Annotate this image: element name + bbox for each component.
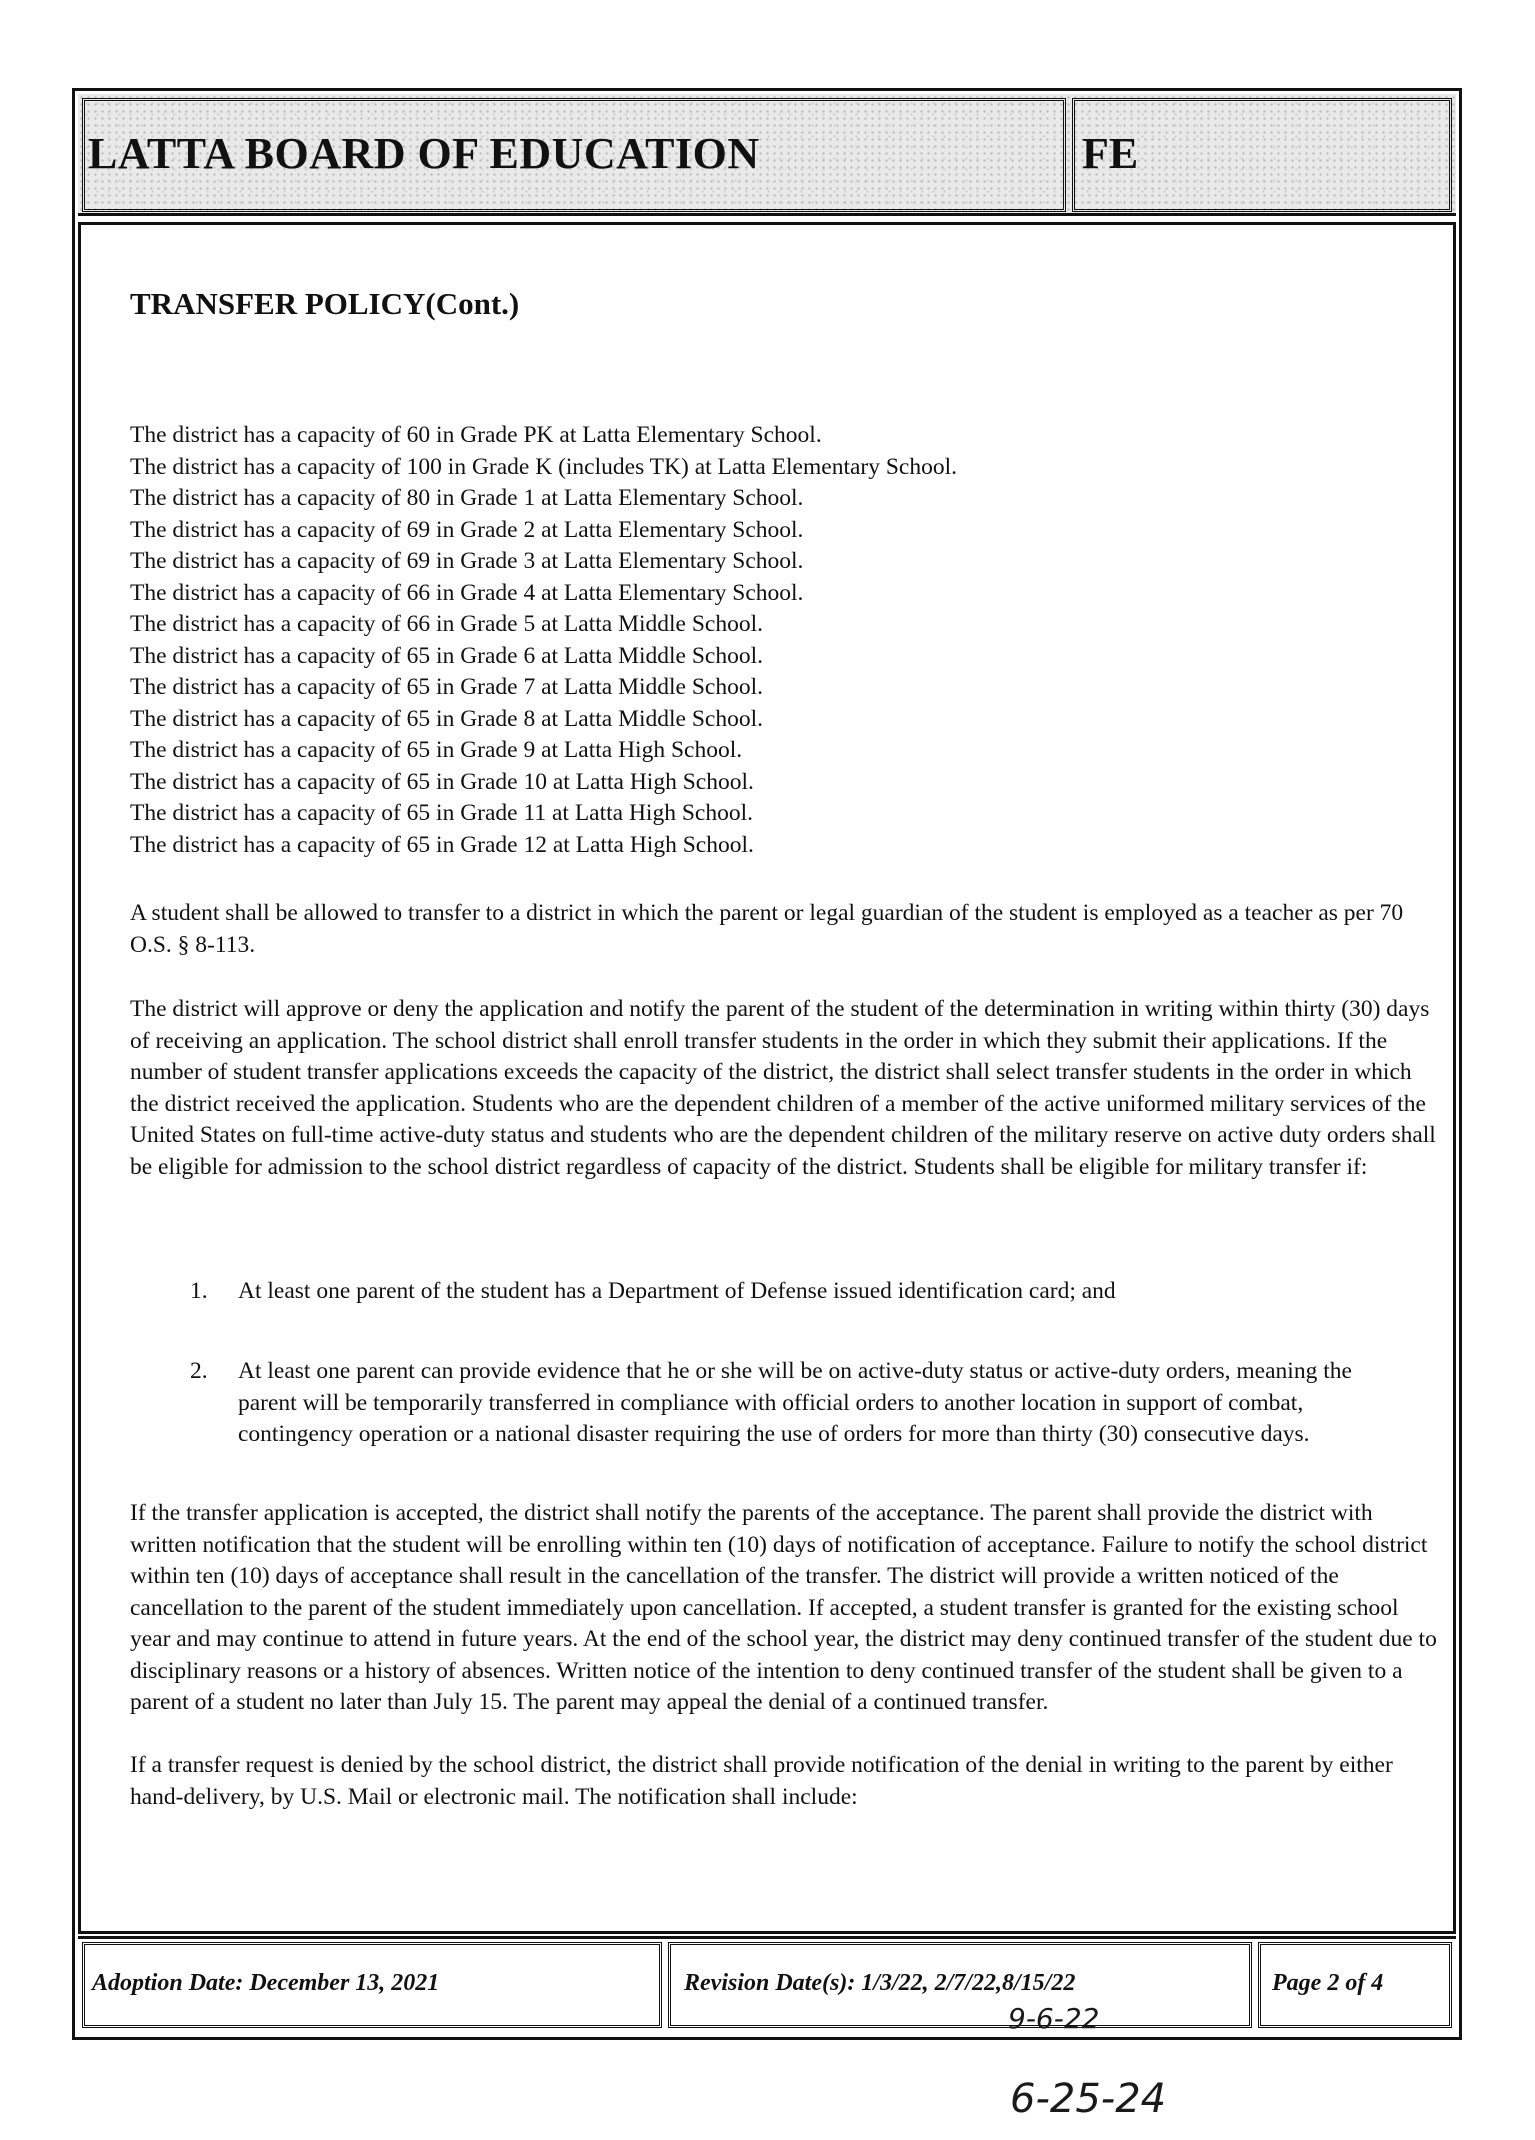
handwritten-date-note: 6-25-24 xyxy=(1010,2076,1167,2122)
capacity-line: The district has a capacity of 66 in Grade 5 at Latta Middle School. xyxy=(130,611,763,637)
capacity-line: The district has a capacity of 65 in Grade 11 at Latta High School. xyxy=(130,800,753,826)
denial-paragraph: If a transfer request is denied by the school district, the district shall provide notification of the denial in writing to the parent by either hand-delivery, by U.S. Mail or electronic mail. The notification shall include: xyxy=(130,1752,1393,1810)
capacity-line: The district has a capacity of 65 in Grade 6 at Latta Middle School. xyxy=(130,642,763,669)
acceptance-paragraph: If the transfer application is accepted, the district shall notify the parents of the acceptance. The parent shall provide the district with written notification that the student will be enrolling within ten (10) days of notification of acceptance. Failure to notify the school district within ten (10) days of acceptance shall result in the cancellation of the transfer. The district will provide a written noticed of the cancellation to the parent of the student immediately upon cancellation. If accepted, a student transfer is granted for the existing school year and may continue to attend in future years. At the end of the school year, the district may deny continued transfer of the student due to disciplinary reasons or a history of absences. Written notice of the intention to deny continued transfer of the student shall be given to a parent of a student no later than July 15. The parent may appeal the denial of a continued transfer. xyxy=(130,1500,1437,1715)
item-number: 1. xyxy=(190,1278,208,1304)
page-number: Page 2 of 4 xyxy=(1272,1970,1384,1996)
policy-code: FE xyxy=(1082,129,1139,178)
capacity-line: The district has a capacity of 65 in Grade 12 at Latta High School. xyxy=(130,831,754,858)
capacity-line: The district has a capacity of 65 in Grade 9 at Latta High School. xyxy=(130,737,743,763)
section-heading: TRANSFER POLICY(Cont.) xyxy=(130,286,520,321)
capacity-line: The district has a capacity of 65 in Grade 8 at Latta Middle School. xyxy=(130,705,763,732)
adoption-date: Adoption Date: December 13, 2021 xyxy=(92,1970,440,1996)
capacity-line: The district has a capacity of 100 in Grade K (includes TK) at Latta Elementary School. xyxy=(130,453,958,480)
capacity-line: The district has a capacity of 60 in Grade PK at Latta Elementary School. xyxy=(130,422,822,448)
capacity-line: The district has a capacity of 65 in Grade 10 at Latta High School. xyxy=(130,768,754,795)
capacity-line: The district has a capacity of 65 in Grade 7 at Latta Middle School. xyxy=(130,674,763,700)
revision-dates: Revision Date(s): 1/3/22, 2/7/22,8/15/22 xyxy=(684,1970,1076,1996)
item-text: At least one parent of the student has a Department of Defense issued identification card; and xyxy=(238,1278,1116,1304)
teacher-transfer-paragraph: A student shall be allowed to transfer to a district in which the parent or legal guardian of the student is employed as a teacher as per 70 O.S. § 8-113. xyxy=(130,900,1404,958)
capacity-line: The district has a capacity of 66 in Grade 4 at Latta Elementary School. xyxy=(130,579,804,606)
capacity-line: The district has a capacity of 69 in Grade 3 at Latta Elementary School. xyxy=(130,548,804,574)
approval-paragraph: The district will approve or deny the application and notify the parent of the student of the determination in writing within thirty (30) days of receiving an application. The school district shall enroll transfer students in the order in which they submit their applications. If the number of student transfer applications exceeds the capacity of the district, the district shall select transfer students in the order in which the district received the application. Students who are the dependent children of a member of the active uniformed military services of the United States on full-time active-duty status and students who are the dependent children of the military reserve on active duty orders shall be eligible for admission to the school district regardless of capacity of the district. Students shall be eligible for military transfer if: xyxy=(130,996,1436,1180)
capacity-list xyxy=(130,420,1438,861)
handwritten-revision-note: 9-6-22 xyxy=(1008,2002,1100,2035)
board-title: LATTA BOARD OF EDUCATION xyxy=(88,129,760,178)
capacity-line: The district has a capacity of 69 in Grade 2 at Latta Elementary School. xyxy=(130,516,804,543)
item-number: 2. xyxy=(190,1358,208,1384)
item-text: At least one parent can provide evidence that he or she will be on active-duty status or active-duty orders, meaning the parent will be temporarily transferred in compliance with official orders to another location in support of combat, contingency operation or a national disaster requiring the use of orders for more than thirty (30) consecutive days. xyxy=(238,1358,1352,1447)
capacity-line: The district has a capacity of 80 in Grade 1 at Latta Elementary School. xyxy=(130,485,804,511)
